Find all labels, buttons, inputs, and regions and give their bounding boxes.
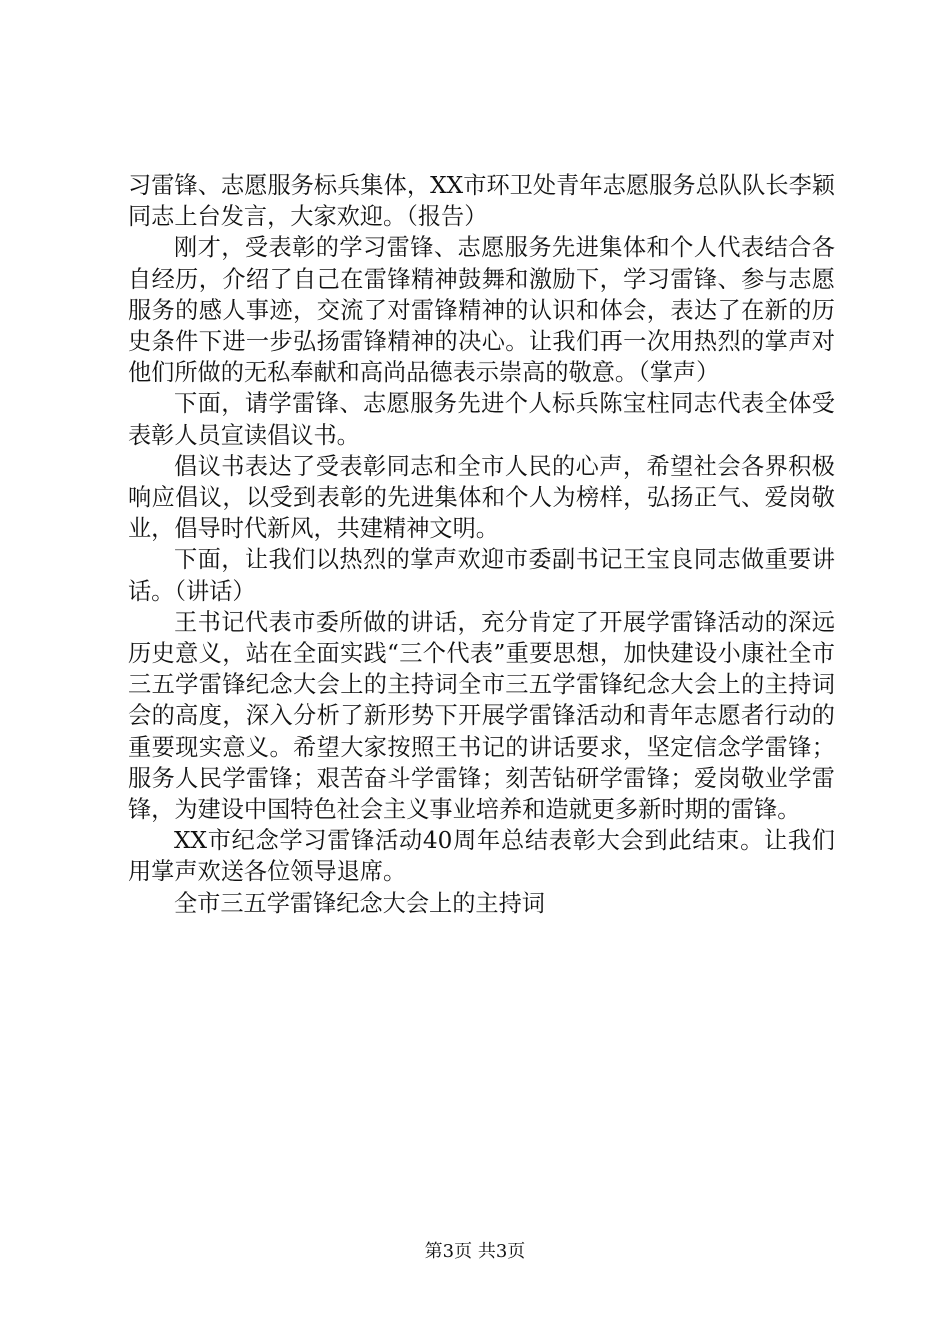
paragraph-7: XX市纪念学习雷锋活动40周年总结表彰大会到此结束。让我们用掌声欢送各位领导退席。 xyxy=(128,827,835,886)
paragraph-4: 倡议书表达了受表彰同志和全市人民的心声，希望社会各界积极响应倡议，以受到表彰的先进集体和个人为榜样，弘扬正气、爱岗敬业，倡导时代新风，共建精神文明。 xyxy=(128,452,835,543)
paragraph-2: 刚才，受表彰的学习雷锋、志愿服务先进集体和个人代表结合各自经历，介绍了自己在雷锋精神鼓舞和激励下，学习雷锋、参与志愿服务的感人事迹，交流了对雷锋精神的认识和体会，表达了在新的历史条件下进一步弘扬雷锋精神的决心。让我们再一次用热烈的掌声对他们所做的无私奉献和高尚品德表示崇高的敬意。（掌声） xyxy=(128,234,835,387)
paragraph-6: 王书记代表市委所做的讲话，充分肯定了开展学雷锋活动的深远历史意义，站在全面实践“三个代表”重要思想，加快建设小康社全市三五学雷锋纪念大会上的主持词全市三五学雷锋纪念大会上的主持词会的高度，深入分析了新形势下开展学雷锋活动和青年志愿者行动的重要现实意义。希望大家按照王书记的讲话要求，坚定信念学雷锋；服务人民学雷锋；艰苦奋斗学雷锋；刻苦钻研学雷锋；爱岗敬业学雷锋，为建设中国特色社会主义事业培养和造就更多新时期的雷锋。 xyxy=(128,608,835,824)
paragraph-8: 全市三五学雷锋纪念大会上的主持词 xyxy=(174,889,545,917)
paragraph-1: 习雷锋、志愿服务标兵集体，XX市环卫处青年志愿服务总队队长李颖同志上台发言，大家欢迎。（报告） xyxy=(128,172,835,231)
paragraph-3: 下面，请学雷锋、志愿服务先进个人标兵陈宝柱同志代表全体受表彰人员宣读倡议书。 xyxy=(128,390,835,449)
page-number-footer: 第3页 共3页 xyxy=(424,1241,526,1262)
document-body xyxy=(128,170,835,919)
paragraph-5: 下面，让我们以热烈的掌声欢迎市委副书记王宝良同志做重要讲话。（讲话） xyxy=(128,546,835,605)
